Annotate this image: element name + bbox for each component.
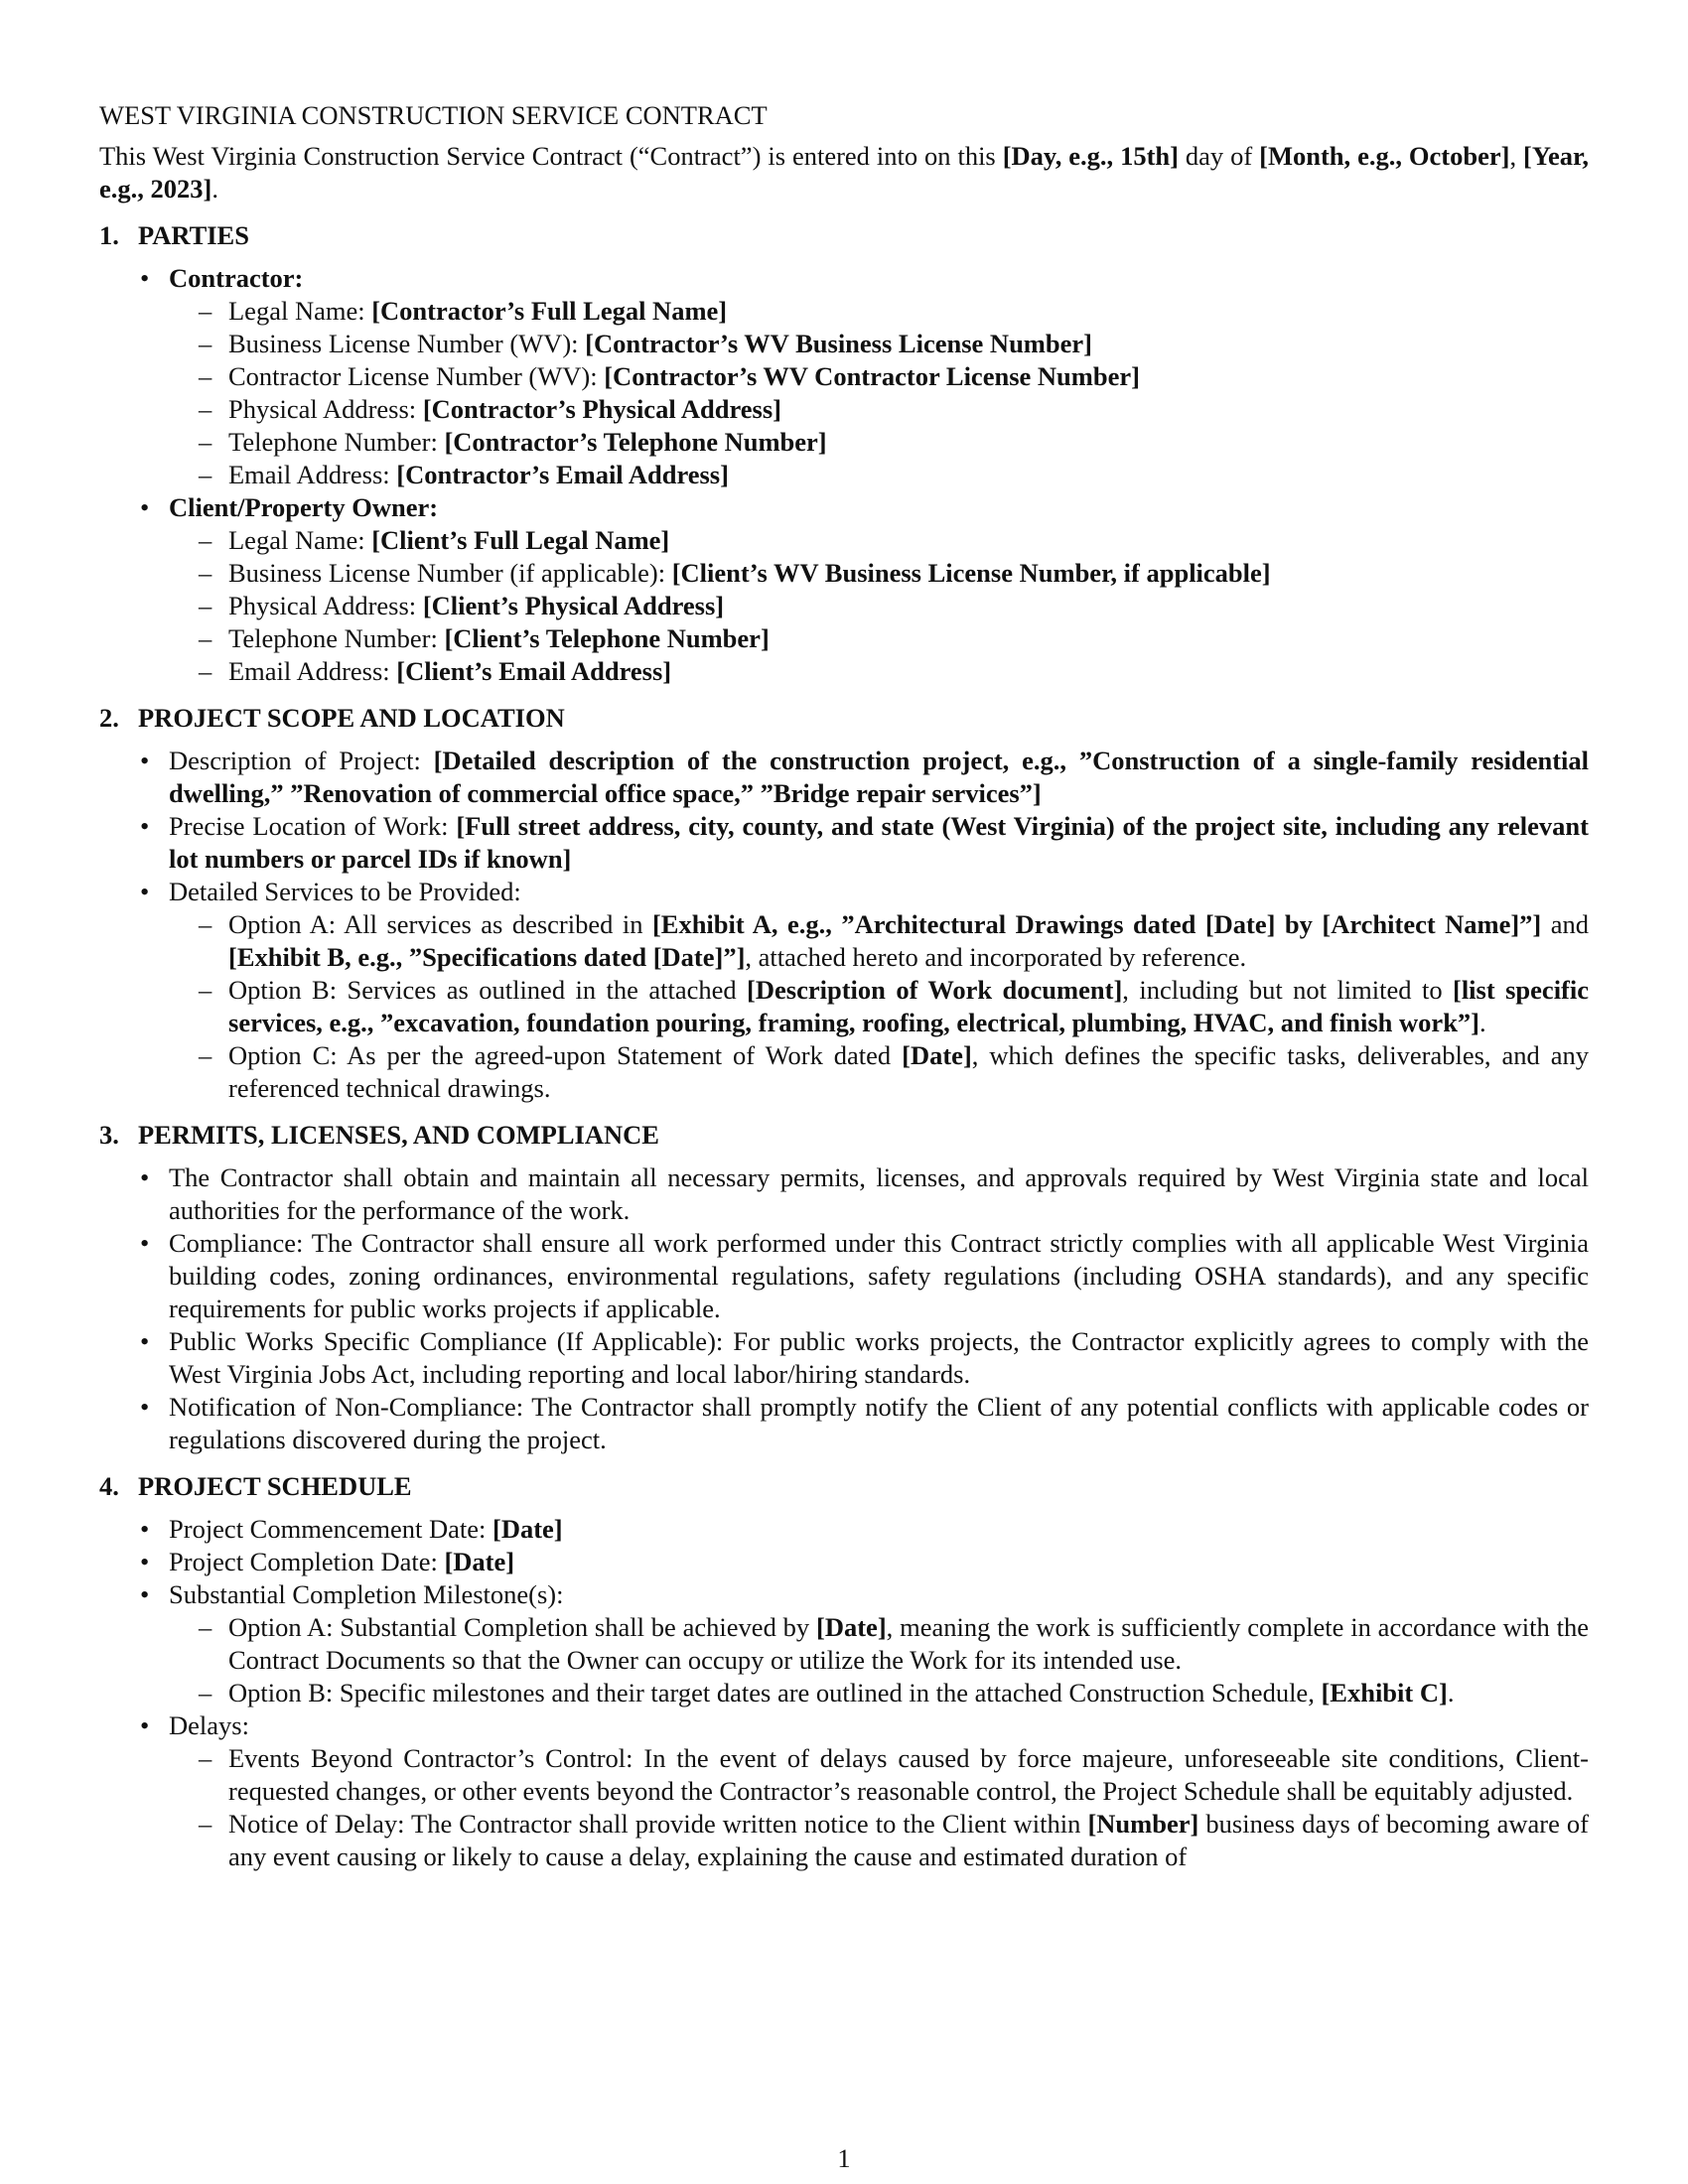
option-text: , attached hereto and incorporated by reference. — [745, 942, 1247, 972]
exhibit-placeholder: [Exhibit C] — [1321, 1678, 1448, 1707]
month-placeholder: [Month, e.g., October] — [1259, 141, 1510, 171]
field-label: Telephone Number: — [228, 623, 445, 653]
intro-text: , — [1509, 141, 1523, 171]
field-label: Detailed Services to be Provided: — [169, 877, 521, 906]
option-a — [228, 1611, 1589, 1677]
number-placeholder: [Number] — [1087, 1809, 1199, 1839]
milestone-options — [169, 1611, 1589, 1709]
delay-item — [228, 1808, 1589, 1873]
option-text: , which defines the specific tasks, deliverables, and any referenced technical drawings. — [228, 1040, 1589, 1103]
day-placeholder: [Day, e.g., 15th] — [1002, 141, 1179, 171]
list-item — [228, 295, 1589, 328]
list-item — [169, 1546, 1589, 1578]
option-text: , meaning the work is sufficiently complete in accordance with the Contract Documents so that the Owner can occupy or utilize the Work for its intended use. — [228, 1612, 1589, 1675]
list-item — [169, 745, 1589, 810]
section-heading — [99, 1470, 1589, 1503]
field-label: Project Completion Date: — [169, 1547, 445, 1576]
list-item: • The Contractor shall obtain and maintain all necessary permits, licenses, and approvals required by West Virginia state and local authorities for the performance of the work. — [169, 1161, 1589, 1227]
option-text: , including but not limited to — [1122, 975, 1453, 1005]
page-number: 1 — [837, 2143, 851, 2173]
section-title: PROJECT SCHEDULE — [138, 1471, 412, 1501]
section-schedule — [99, 1470, 1589, 1873]
field-label: Project Commencement Date: — [169, 1514, 492, 1544]
field-value: [Client’s WV Business License Number, if applicable] — [671, 558, 1271, 588]
field-value: [Contractor’s WV Contractor License Number] — [604, 361, 1140, 391]
schedule-list — [99, 1513, 1589, 1873]
option-text: . — [1479, 1008, 1486, 1037]
field-value: [Contractor’s Email Address] — [396, 460, 729, 489]
contractor-label: Contractor: — [169, 263, 304, 293]
services-placeholder: [list specific services, e.g., ”excavation, foundation pouring, framing, roofing, electrical, plumbing, HVAC, and finish work”] — [228, 975, 1590, 1037]
list-item — [228, 655, 1589, 688]
option-text: Option B: Services as outlined in the attached — [228, 975, 748, 1005]
list-item — [228, 622, 1589, 655]
field-label: Business License Number (WV): — [228, 329, 586, 358]
list-item — [228, 590, 1589, 622]
option-text: Option A: Substantial Completion shall be achieved by — [228, 1612, 817, 1642]
field-label: Physical Address: — [228, 591, 423, 620]
date-placeholder: [Date] — [816, 1612, 887, 1642]
field-value: [Contractor’s Full Legal Name] — [371, 296, 728, 326]
intro-text: day of — [1178, 141, 1260, 171]
option-text: business days of becoming aware of any event causing or likely to cause a delay, explaining the cause and estimated duration of — [228, 1809, 1589, 1871]
document-page — [99, 99, 1589, 1887]
client-label: Client/Property Owner: — [169, 492, 439, 522]
list-item — [169, 1709, 1589, 1873]
list-item — [228, 459, 1589, 491]
contractor-details — [169, 295, 1589, 491]
list-item — [169, 876, 1589, 1105]
section-title: PARTIES — [138, 220, 249, 250]
section-number: 3. — [99, 1120, 119, 1150]
contractor-item — [169, 262, 1589, 491]
document-placeholder: [Description of Work document] — [747, 975, 1123, 1005]
field-label: Legal Name: — [228, 525, 372, 555]
field-value: [Contractor’s WV Business License Number] — [585, 329, 1092, 358]
section-permits — [99, 1119, 1589, 1456]
option-b — [228, 1677, 1589, 1709]
option-a — [228, 908, 1589, 974]
services-options — [169, 908, 1589, 1105]
client-details — [169, 524, 1589, 688]
section-title: PERMITS, LICENSES, AND COMPLIANCE — [138, 1120, 659, 1150]
field-value: [Contractor’s Physical Address] — [422, 394, 781, 424]
list-item — [228, 328, 1589, 360]
section-heading — [99, 702, 1589, 735]
list-item: • Compliance: The Contractor shall ensure all work performed under this Contract strictly complies with all applicable West Virginia building codes, zoning ordinances, environmental regulations, safety regulations (including OSHA standards), and any specific requirements for public works projects if applicable. — [169, 1227, 1589, 1325]
intro-paragraph — [99, 140, 1589, 205]
option-c — [228, 1039, 1589, 1105]
field-label: Precise Location of Work: — [169, 811, 457, 841]
field-label: Email Address: — [228, 656, 397, 686]
list-item: • Public Works Specific Compliance (If Applicable): For public works projects, the Contractor explicitly agrees to comply with the West Virginia Jobs Act, including reporting and local labor/hiring standards. — [169, 1325, 1589, 1391]
section-number: 1. — [99, 220, 119, 250]
intro-text: This West Virginia Construction Service Contract (“Contract”) is entered into on this — [99, 141, 1003, 171]
intro-text: . — [211, 174, 218, 204]
scope-list — [99, 745, 1589, 1105]
section-title: PROJECT SCOPE AND LOCATION — [138, 703, 565, 733]
date-placeholder: [Date] — [902, 1040, 972, 1070]
option-text: Option B: Specific milestones and their target dates are outlined in the attached Construction Schedule, — [228, 1678, 1322, 1707]
date-placeholder: [Date] — [444, 1547, 515, 1576]
option-text: and — [1541, 909, 1590, 939]
field-value: [Client’s Full Legal Name] — [371, 525, 670, 555]
field-label: Physical Address: — [228, 394, 423, 424]
list-item — [228, 360, 1589, 393]
field-label: Business License Number (if applicable): — [228, 558, 672, 588]
list-item — [228, 557, 1589, 590]
field-label: Email Address: — [228, 460, 397, 489]
field-value: [Contractor’s Telephone Number] — [444, 427, 827, 457]
field-value: [Detailed description of the construction project, e.g., ”Construction of a single-family residential dwelling,” ”Renovation of commercial office space,” ”Bridge repair services”] — [169, 746, 1590, 808]
section-number: 2. — [99, 703, 119, 733]
option-b — [228, 974, 1589, 1039]
field-value: [Client’s Email Address] — [396, 656, 672, 686]
field-value: [Full street address, city, county, and state (West Virginia) of the project site, including any relevant lot numbers or parcel IDs if known] — [169, 811, 1589, 874]
permits-list — [99, 1161, 1589, 1456]
field-label: Telephone Number: — [228, 427, 445, 457]
delay-item: – Events Beyond Contractor’s Control: In the event of delays caused by force majeure, unforeseeable site conditions, Client-requested changes, or other events beyond the Contractor’s reasonable control, the Project Schedule shall be equitably adjusted. — [228, 1742, 1589, 1808]
list-item — [228, 393, 1589, 426]
exhibit-placeholder: [Exhibit A, e.g., ”Architectural Drawings dated [Date] by [Architect Name]”] — [651, 909, 1542, 939]
option-text: Option A: All services as described in — [228, 909, 652, 939]
field-label: Description of Project: — [169, 746, 434, 775]
list-item: • Notification of Non-Compliance: The Contractor shall promptly notify the Client of any potential conflicts with applicable codes or regulations discovered during the project. — [169, 1391, 1589, 1456]
year-placeholder: [Year, e.g., 2023] — [99, 141, 1589, 204]
delay-items — [169, 1742, 1589, 1873]
list-item — [228, 426, 1589, 459]
option-text: Option C: As per the agreed-upon Statement of Work dated — [228, 1040, 903, 1070]
field-label: Substantial Completion Milestone(s): — [169, 1579, 564, 1609]
list-item — [169, 1578, 1589, 1709]
section-heading — [99, 219, 1589, 252]
option-text: Notice of Delay: The Contractor shall provide written notice to the Client within — [228, 1809, 1088, 1839]
section-heading — [99, 1119, 1589, 1152]
field-label: Contractor License Number (WV): — [228, 361, 605, 391]
section-project-scope — [99, 702, 1589, 1105]
date-placeholder: [Date] — [492, 1514, 563, 1544]
exhibit-placeholder: [Exhibit B, e.g., ”Specifications dated [Date]”] — [228, 942, 746, 972]
section-number: 4. — [99, 1471, 119, 1501]
field-label: Delays: — [169, 1710, 249, 1740]
list-item — [228, 524, 1589, 557]
list-item — [169, 1513, 1589, 1546]
field-label: Legal Name: — [228, 296, 372, 326]
option-text: . — [1447, 1678, 1455, 1707]
field-value: [Client’s Physical Address] — [422, 591, 725, 620]
list-item — [169, 810, 1589, 876]
field-value: [Client’s Telephone Number] — [444, 623, 770, 653]
client-item — [169, 491, 1589, 688]
parties-list — [99, 262, 1589, 688]
document-title: WEST VIRGINIA CONSTRUCTION SERVICE CONTRACT — [99, 100, 768, 130]
section-parties — [99, 219, 1589, 688]
